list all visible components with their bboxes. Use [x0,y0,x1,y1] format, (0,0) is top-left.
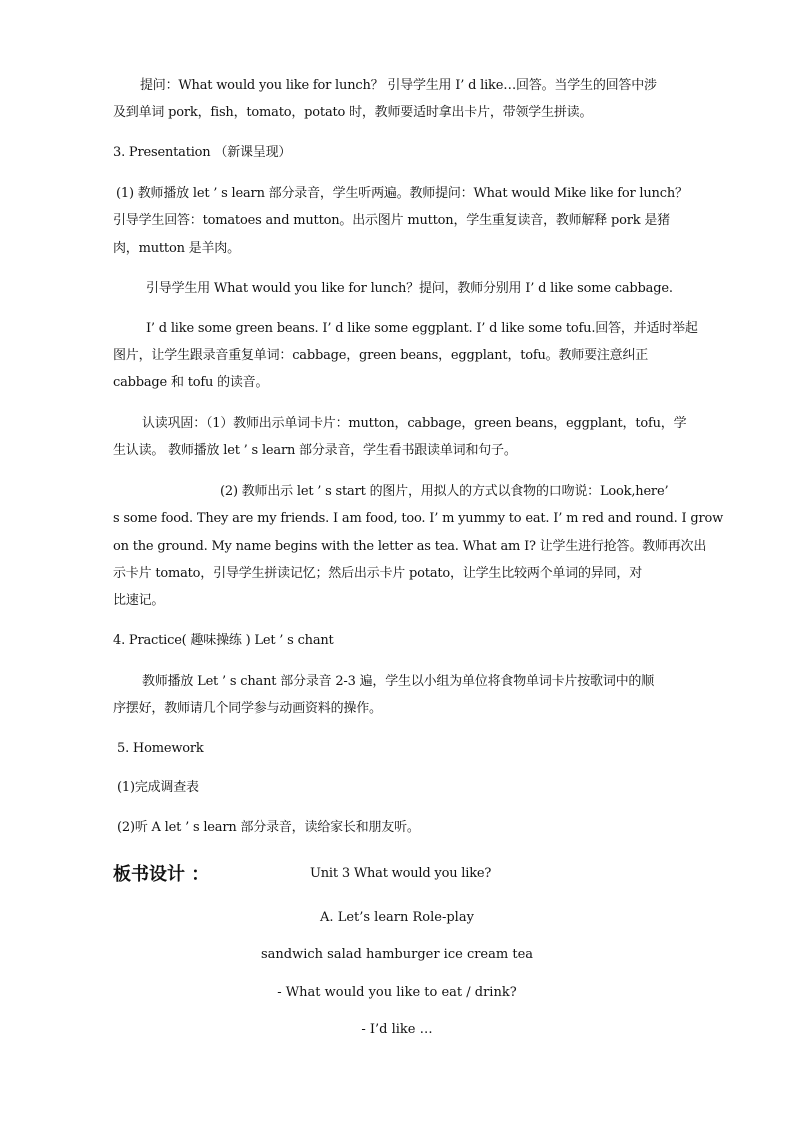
section-3-paragraph-3-line-2: 图片，让学生跟录音重复单词：cabbage，green beans，eggplant，tofu。教师要注意纠正 [113,348,649,363]
homework-item-1: (1)完成调查表 [117,780,199,795]
section-3-paragraph-5-line-1: (2) 教师出示 let ’ s start 的图片，用拟人的方式以食物的口吻说：Look,here’ [220,484,669,499]
board-unit-title: Unit 3 What would you like? [310,866,492,881]
board-lesson-line: A. Let’s learn Role-play [320,910,474,925]
board-answer-line: - I’d like … [361,1022,433,1037]
section-3-paragraph-5-line-3: on the ground. My name begins with the letter as tea. What am I? 让学生进行抢答。教师再次出 [113,539,707,554]
section-3-paragraph-1-line-3: 肉，mutton 是羊肉。 [113,241,240,256]
section-5-title: 5. Homework [117,741,204,756]
homework-item-2: (2)听 A let ’ s learn 部分录音，读给家长和朋友听。 [117,820,420,835]
section-3-paragraph-5-line-5: 比速记。 [113,593,165,608]
section-4-paragraph-line-1: 教师播放 Let ’ s chant 部分录音 2-3 遍，学生以小组为单位将食物单词卡片按歌词中的顺 [142,674,655,689]
section-3-paragraph-2-line-1: 引导学生用 What would you like for lunch？提问，教师分别用 I’ d like some cabbage. [146,281,673,296]
board-design-heading: 板书设计 ： [113,864,210,885]
section-3-paragraph-5-line-4: 示卡片 tomato，引导学生拼读记忆；然后出示卡片 potato，让学生比较两个单词的异同，对 [113,566,643,581]
section-3-paragraph-4-line-1: 认读巩固：（1）教师出示单词卡片：mutton，cabbage，green beans，eggplant，tofu，学 [142,416,687,431]
section-3-paragraph-1-line-1: (1) 教师播放 let ’ s learn 部分录音，学生听两遍。教师提问：What would Mike like for lunch？ [116,186,688,201]
section-4-title: 4. Practice( 趣味操练 ) Let ’ s chant [113,633,334,648]
intro-line-1: 提问：What would you like for lunch？ 引导学生用 I’ d like…回答。当学生的回答中涉 [140,78,657,93]
board-vocabulary-line: sandwich salad hamburger ice cream tea [260,947,534,962]
section-3-paragraph-4-line-2: 生认读。 教师播放 let ’ s learn 部分录音，学生看书跟读单词和句子。 [113,443,517,458]
intro-line-2: 及到单词 pork，fish，tomato，potato 时，教师要适时拿出卡片，带领学生拼读。 [113,105,593,120]
section-3-title: 3. Presentation （新课呈现） [113,145,292,160]
section-3-paragraph-1-line-2: 引导学生回答：tomatoes and mutton。出示图片 mutton，学生重复读音，教师解释 pork 是猪 [113,213,670,228]
section-3-paragraph-3-line-1: I’ d like some green beans. I’ d like some eggplant. I’ d like some tofu.回答，并适时举起 [146,321,698,336]
board-question-line: - What would you like to eat / drink? [277,985,517,1000]
section-3-paragraph-5-line-2: s some food. They are my friends. I am food, too. I’ m yummy to eat. I’ m red and round. I grow [113,511,724,526]
section-3-paragraph-3-line-3: cabbage 和 tofu 的读音。 [113,375,269,390]
section-4-paragraph-line-2: 序摆好，教师请几个同学参与动画资料的操作。 [113,701,382,716]
